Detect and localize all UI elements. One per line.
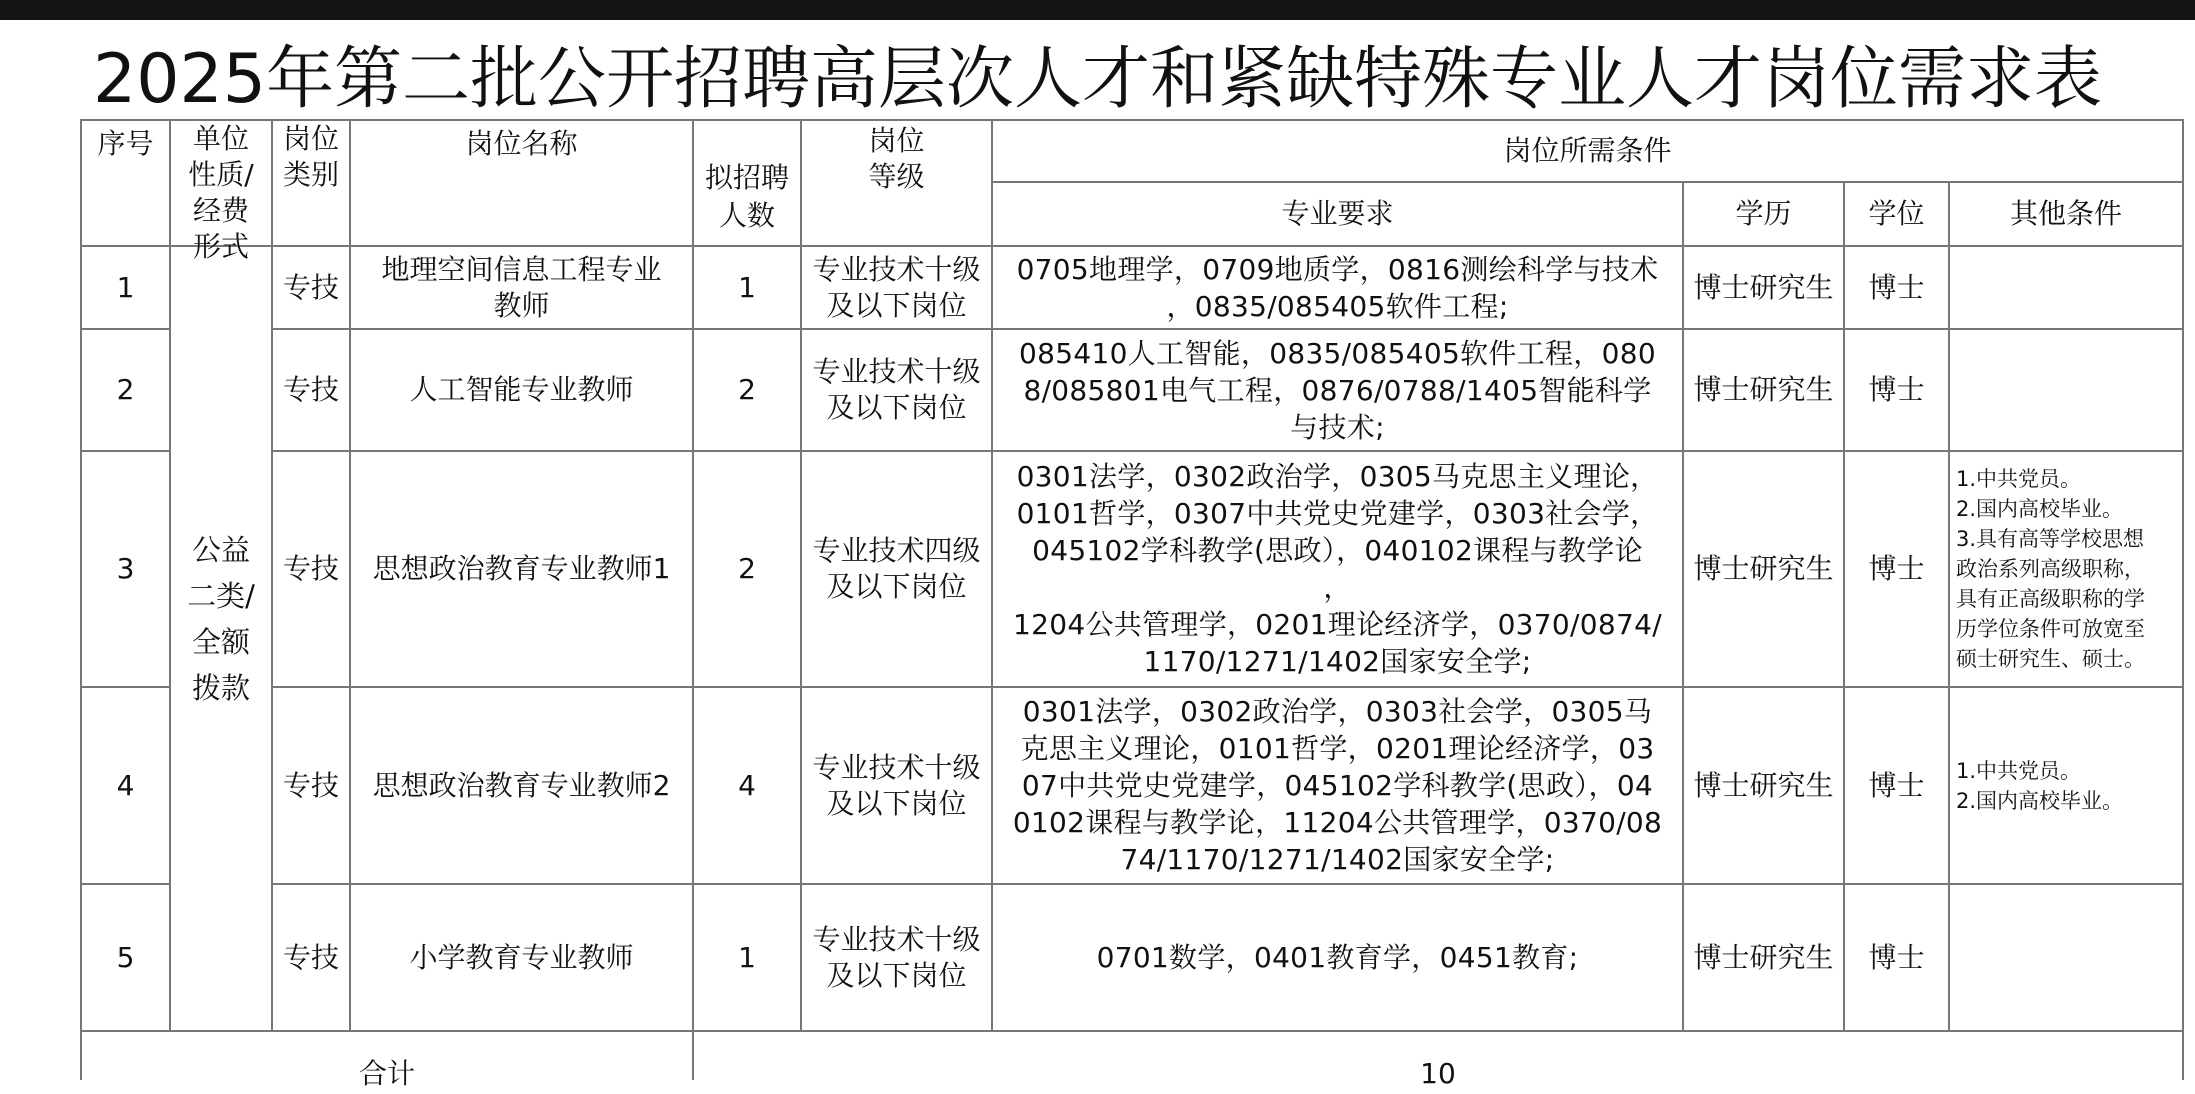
row-1-degree: 博士 [1868,270,1925,304]
row-2-other [1950,330,2182,450]
row-1-seq: 1 [116,270,135,304]
header-conditions: 岗位所需条件 [1503,134,1672,167]
header-unit-nature: 单位 性质/ 经费 形式 [188,122,254,263]
total-label: 合计 [358,1057,415,1090]
header-post-level: 岗位 等级 [868,124,925,193]
row-5-education: 博士研究生 [1693,940,1834,974]
row-4-education: 博士研究生 [1693,768,1834,802]
row-3-post-level: 专业技术四级 及以下岗位 [812,534,981,603]
row-5-major: 0701数学，0401教育学，0451教育; [1096,941,1579,974]
row-4-post-name: 思想政治教育专业教师2 [372,768,671,802]
row-1-post-type: 专技 [282,270,339,304]
row-3-post-type: 专技 [282,552,339,585]
row-2-education: 博士研究生 [1693,373,1834,406]
header-seq: 序号 [97,127,154,160]
row-1-other [1950,247,2182,328]
top-bar [0,0,2195,20]
row-2-post-type: 专技 [282,373,339,406]
header-major: 专业要求 [1281,197,1394,230]
row-line [80,1030,2184,1032]
row-1-education: 博士研究生 [1693,270,1834,304]
row-4-post-level: 专业技术十级 及以下岗位 [812,750,981,820]
row-2-post-level: 专业技术十级 及以下岗位 [812,355,981,424]
row-4-other: 1.中共党员。 2.国内高校毕业。 [1956,758,2124,813]
row-5-post-type: 专技 [282,940,339,974]
row-3-degree: 博士 [1868,552,1925,585]
row-5-other [1950,885,2182,1030]
page-title: 2025年第二批公开招聘高层次人才和紧缺特殊专业人才岗位需求表 [92,40,2103,119]
header-count: 拟招聘 人数 [704,161,789,232]
row-4-post-type: 专技 [282,768,339,802]
position-table [80,119,2184,1090]
header-other: 其他条件 [2009,197,2122,230]
row-1-post-level: 专业技术十级 及以下岗位 [812,252,981,322]
row-3-post-name: 思想政治教育专业教师1 [372,552,671,585]
row-4-degree: 博士 [1868,768,1925,802]
row-3-other: 1.中共党员。 2.国内高校毕业。 3.具有高等学校思想 政治系列高级职称， 具有正高级职称的学 历学位条件可放宽至 硕士研究生、硕士。 [1956,467,2145,671]
row-1-post-name: 地理空间信息工程专业 教师 [381,252,662,322]
row-4-major: 0301法学，0302政治学，0303社会学，0305马 克思主义理论，0101哲学，0201理论经济学，03 07中共党史党建学，045102学科教学(思政），04 0102课程与教学论，11204公共管理学，0370/08 74/1170/1271/1402国家安全学; [1012,695,1663,876]
row-1-major: 0705地理学，0709地质学，0816测绘科学与技术 ，0835/085405软件工程; [1016,252,1659,323]
row-2-seq: 2 [116,373,135,406]
row-4-seq: 4 [116,768,135,802]
row-2-count: 2 [738,373,756,406]
row-5-degree: 博士 [1868,940,1925,974]
row-1-count: 1 [738,270,756,304]
row-2-post-name: 人工智能专业教师 [409,373,634,406]
header-post-name: 岗位名称 [465,127,578,160]
row-3-seq: 3 [116,552,135,585]
header-degree: 学位 [1868,197,1925,230]
unit-nature-value: 公益 二类/ 全额 拨款 [187,533,255,705]
row-3-education: 博士研究生 [1693,552,1834,585]
table-border-right [2182,119,2184,1080]
row-5-post-name: 小学教育专业教师 [409,940,634,974]
row-5-count: 1 [738,940,756,974]
row-2-degree: 博士 [1868,373,1925,406]
row-5-seq: 5 [116,940,135,974]
row-4-count: 4 [738,768,756,802]
header-education: 学历 [1735,197,1792,230]
header-post-type: 岗位 类别 [282,122,339,191]
total-value: 10 [1420,1057,1456,1090]
row-2-major: 085410人工智能，0835/085405软件工程，080 8/085801电气工程，0876/0788/1405智能科学 与技术; [1019,336,1656,444]
row-3-count: 2 [738,552,756,585]
row-5-post-level: 专业技术十级 及以下岗位 [812,922,981,992]
row-3-major: 0301法学，0302政治学，0305马克思主义理论， 0101哲学，0307中共党史党建学，0303社会学， 045102学科教学(思政），040102课程与教学论 ， 1204公共管理学，0201理论经济学，0370/0874/ 1170/1271/1402国家安全学; [1013,460,1662,678]
